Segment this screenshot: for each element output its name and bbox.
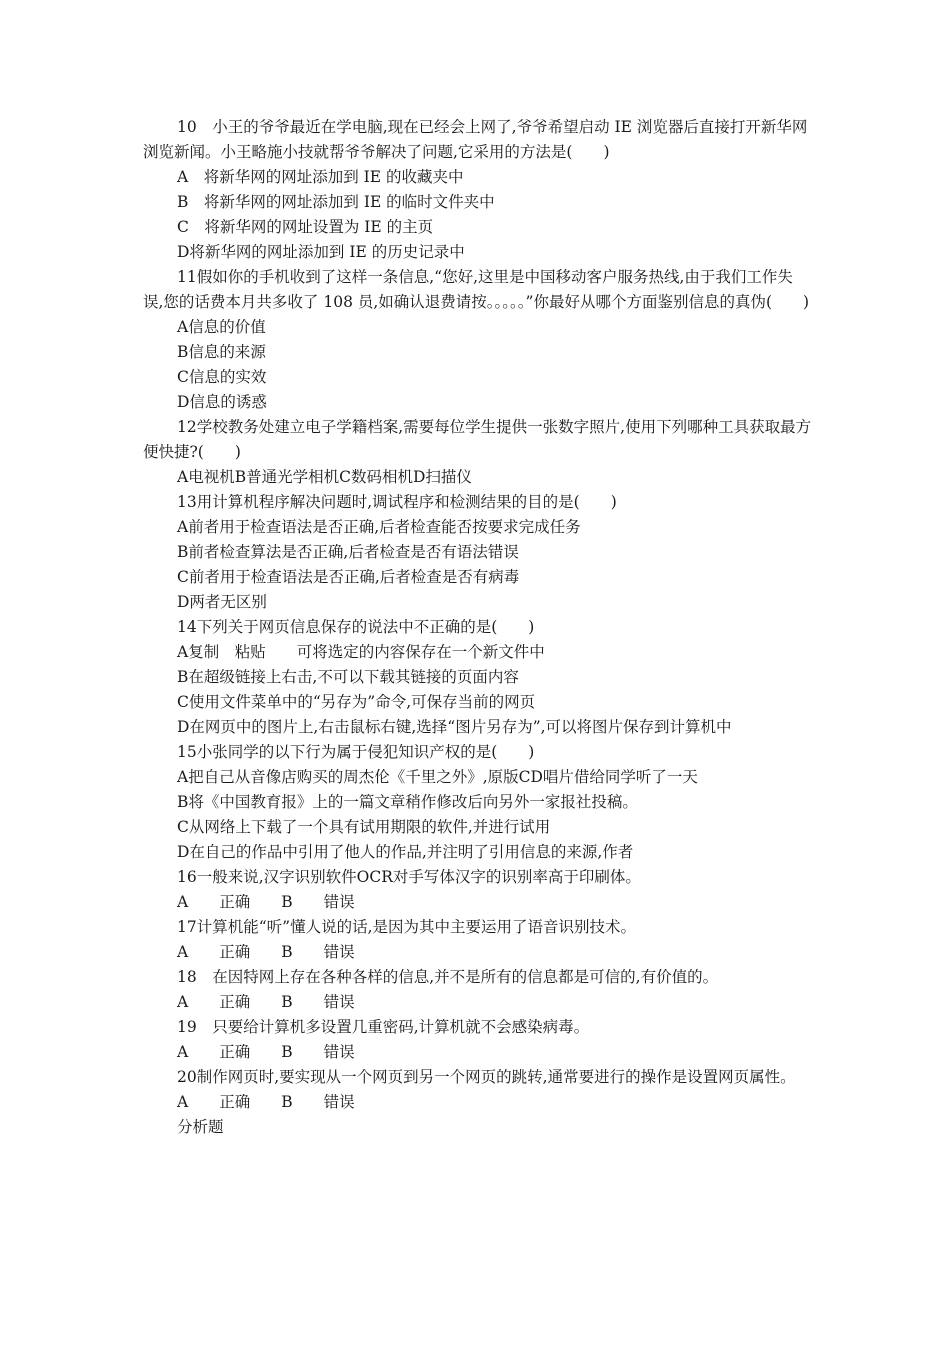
answer-option: A信息的价值 [177, 318, 266, 336]
answer-option: D信息的诱惑 [177, 393, 267, 411]
answer-option: D在自己的作品中引用了他人的作品,并注明了引用信息的来源,作者 [177, 843, 634, 861]
question-text: 20制作网页时,要实现从一个网页到另一个网页的跳转,通常要进行的操作是设置网页属性。 [177, 1068, 796, 1086]
question-text: 11假如你的手机收到了这样一条信息,“您好,这里是中国移动客户服务热线,由于我们工作失误,您的话费本月共多收了 108 员,如确认退费请按。。。。。”你最好从哪个方面鉴别信息的真伪( ) [143, 268, 810, 311]
answer-option: A 正确 B 错误 [177, 1043, 355, 1061]
question-text: 10 小王的爷爷最近在学电脑,现在已经会上网了,爷爷希望启动 IE 浏览器后直接打开新华网浏览新闻。小王略施小技就帮爷爷解决了问题,它采用的方法是( ) [143, 118, 808, 161]
answer-option: A电视机B普通光学相机C数码相机D扫描仪 [177, 468, 472, 486]
answer-option: A把自己从音像店购买的周杰伦《千里之外》,原版CD唱片借给同学听了一天 [177, 768, 698, 786]
question-text: 19 只要给计算机多设置几重密码,计算机就不会感染病毒。 [177, 1018, 590, 1036]
question-text: 17计算机能“听”懂人说的话,是因为其中主要运用了语音识别技术。 [177, 918, 637, 936]
answer-option: C从网络上下载了一个具有试用期限的软件,并进行试用 [177, 818, 551, 836]
question-text: 12学校教务处建立电子学籍档案,需要每位学生提供一张数字照片,使用下列哪种工具获取最方便快捷?( ) [143, 418, 812, 461]
answer-option: D两者无区别 [177, 593, 267, 611]
answer-option: B前者检查算法是否正确,后者检查是否有语法错误 [177, 543, 519, 561]
answer-option: C 将新华网的网址设置为 IE 的主页 [177, 218, 434, 236]
section-heading: 分析题 [177, 1118, 224, 1136]
answer-option: C信息的实效 [177, 368, 267, 386]
answer-option: A 正确 B 错误 [177, 993, 355, 1011]
document-body [143, 115, 813, 1140]
question-text: 16一般来说,汉字识别软件OCR对手写体汉字的识别率高于印刷体。 [177, 868, 641, 886]
answer-option: B将《中国教育报》上的一篇文章稍作修改后向另外一家报社投稿。 [177, 793, 638, 811]
answer-option: A复制 粘贴 可将选定的内容保存在一个新文件中 [177, 643, 545, 661]
answer-option: C使用文件菜单中的“另存为”命令,可保存当前的网页 [177, 693, 536, 711]
question-text: 14下列关于网页信息保存的说法中不正确的是( ) [177, 618, 535, 636]
answer-option: A 正确 B 错误 [177, 893, 355, 911]
question-text: 18 在因特网上存在各种各样的信息,并不是所有的信息都是可信的,有价值的。 [177, 968, 719, 986]
answer-option: A 正确 B 错误 [177, 943, 355, 961]
question-text: 15小张同学的以下行为属于侵犯知识产权的是( ) [177, 743, 535, 761]
answer-option: B信息的来源 [177, 343, 266, 361]
answer-option: A 将新华网的网址添加到 IE 的收藏夹中 [177, 168, 464, 186]
answer-option: A 正确 B 错误 [177, 1093, 355, 1111]
answer-option: A前者用于检查语法是否正确,后者检查能否按要求完成任务 [177, 518, 581, 536]
answer-option: D将新华网的网址添加到 IE 的历史记录中 [177, 243, 465, 261]
answer-option: D在网页中的图片上,右击鼠标右键,选择“图片另存为”,可以将图片保存到计算机中 [177, 718, 732, 736]
answer-option: B在超级链接上右击,不可以下载其链接的页面内容 [177, 668, 519, 686]
question-text: 13用计算机程序解决问题时,调试程序和检测结果的目的是( ) [177, 493, 617, 511]
answer-option: C前者用于检查语法是否正确,后者检查是否有病毒 [177, 568, 520, 586]
answer-option: B 将新华网的网址添加到 IE 的临时文件夹中 [177, 193, 495, 211]
